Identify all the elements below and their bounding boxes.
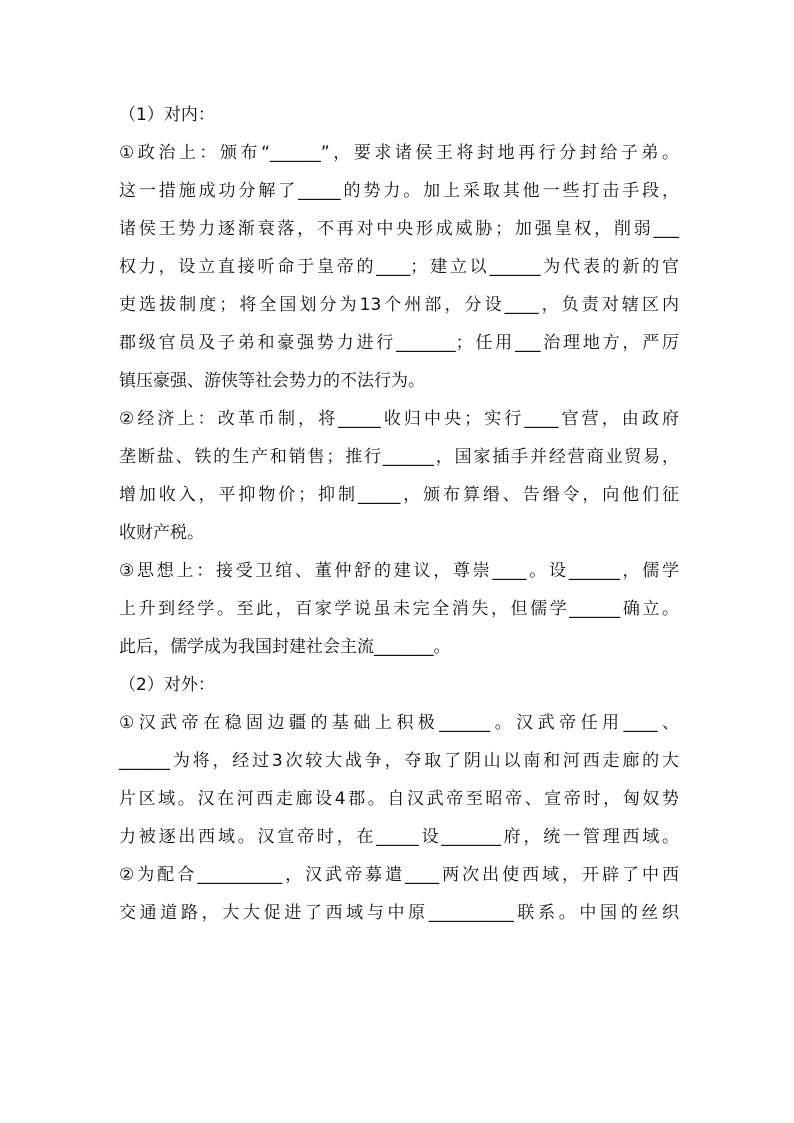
text-line: ②为配合__________，汉武帝募遣____两次出使西域，开辟了中西	[119, 865, 679, 885]
text-line: ______为将，经过3次较大战争，夺取了阴山以南和河西走廊的大	[119, 751, 679, 771]
heading-external: （2）对外：	[119, 675, 215, 695]
text-line: 上升到经学。至此，百家学说虽未完全消失，但儒学______确立。	[119, 599, 679, 619]
text-line: 力被逐出西域。汉宣帝时，在_____设_______府，统一管理西域。	[119, 827, 679, 847]
text-line: ③思想上：接受卫绾、董仲舒的建议，尊崇____。设______，儒学	[119, 561, 679, 581]
text-line: ①汉武帝在稳固边疆的基础上积极______。汉武帝任用____、	[119, 713, 679, 733]
text-line: ②经济上：改革币制，将_____收归中央；实行____官营，由政府	[119, 409, 679, 429]
text-line: 此后，儒学成为我国封建社会主流_______。	[119, 637, 451, 657]
text-line: 片区域。汉在河西走廊设4郡。自汉武帝至昭帝、宣帝时，匈奴势	[119, 789, 679, 809]
document-body	[119, 96, 679, 932]
text-line: 镇压豪强、游侠等社会势力的不法行为。	[119, 371, 425, 391]
heading-internal: （1）对内：	[119, 105, 215, 125]
text-line: 这一措施成功分解了_____的势力。加上采取其他一些打击手段，	[119, 181, 679, 201]
text-line: ①政治上：颁布“______”，要求诸侯王将封地再行分封给子弟。	[119, 143, 679, 163]
text-line: 增加收入，平抑物价；抑制_____，颁布算缗、告缗令，向他们征	[119, 485, 679, 505]
text-line: 郡级官员及子弟和豪强势力进行_______；任用___治理地方，严厉	[119, 333, 679, 353]
text-line: 权力，设立直接听命于皇帝的____；建立以______为代表的新的官	[119, 257, 679, 277]
text-line: 吏选拔制度；将全国划分为13个州部，分设____，负责对辖区内	[119, 295, 679, 315]
text-line: 垄断盐、铁的生产和销售；推行______，国家插手并经营商业贸易，	[119, 447, 679, 467]
text-line: 交通道路，大大促进了西域与中原__________联系。中国的丝织	[119, 903, 679, 923]
text-line: 诸侯王势力逐渐衰落，不再对中央形成威胁；加强皇权，削弱___	[119, 219, 679, 239]
text-line: 收财产税。	[119, 523, 204, 543]
